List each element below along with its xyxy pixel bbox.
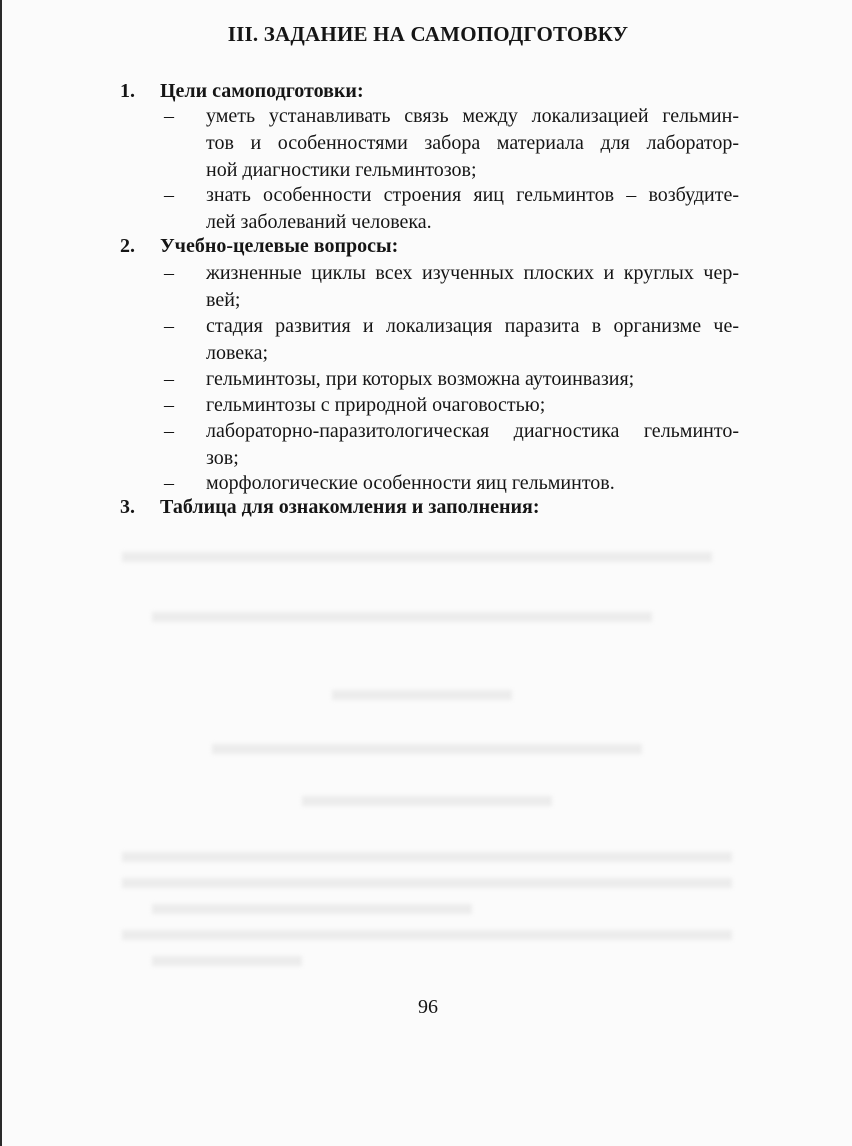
section-number: 1.	[120, 80, 135, 102]
list-item	[164, 470, 739, 497]
section-number: 3.	[120, 496, 135, 518]
list-dash: –	[164, 315, 174, 337]
list-item-text	[206, 313, 739, 367]
list-item-text	[206, 392, 739, 419]
bleed-through-mark	[152, 956, 302, 966]
list-item	[164, 103, 739, 184]
page-number: 96	[418, 996, 438, 1018]
section-number: 2.	[120, 235, 135, 257]
list-item	[164, 313, 739, 367]
text-line: жизненные циклы всех изученных плоских и круглых чер-	[206, 262, 739, 284]
list-item	[164, 260, 739, 314]
text-line: ной диагностики гельминтозов;	[206, 159, 477, 181]
bleed-through-mark	[122, 930, 732, 940]
bleed-through-mark	[332, 690, 512, 700]
list-item	[164, 366, 739, 393]
text-line: лей заболеваний человека.	[206, 211, 432, 233]
text-line: стадия развития и локализация паразита в организме че-	[206, 315, 739, 337]
list-item-text	[206, 470, 739, 497]
text-line: ловека;	[206, 342, 269, 364]
list-item-text	[206, 418, 739, 472]
bleed-through-mark	[302, 796, 552, 806]
bleed-through-mark	[122, 878, 732, 888]
list-item-text	[206, 103, 739, 184]
text-line: вей;	[206, 289, 241, 311]
list-dash: –	[164, 262, 174, 284]
bleed-through-mark	[122, 852, 732, 862]
list-item	[164, 392, 739, 419]
list-dash: –	[164, 368, 174, 390]
list-dash: –	[164, 394, 174, 416]
section-heading-table	[120, 496, 540, 519]
list-item	[164, 182, 739, 236]
list-dash: –	[164, 472, 174, 494]
bleed-through-mark	[122, 552, 712, 562]
list-item-text	[206, 182, 739, 236]
text-line: тов и особенностями забора материала для лаборатор-	[206, 132, 739, 154]
section-title: Таблица для ознакомления и заполнения:	[160, 496, 540, 518]
list-item-text	[206, 260, 739, 314]
list-dash: –	[164, 420, 174, 442]
list-dash: –	[164, 184, 174, 206]
text-line: знать особенности строения яиц гельминтов – возбудите-	[206, 184, 739, 206]
bleed-through-mark	[212, 744, 642, 754]
bleed-through-mark	[152, 612, 652, 622]
text-line: морфологические особенности яиц гельминтов.	[206, 472, 615, 494]
page-title: III. ЗАДАНИЕ НА САМОПОДГОТОВКУ	[227, 22, 629, 46]
list-item-text	[206, 366, 739, 393]
section-title: Цели самоподготовки:	[160, 80, 364, 102]
section-title: Учебно-целевые вопросы:	[160, 235, 399, 257]
text-line: лабораторно-паразитологическая диагностика гельминто-	[206, 420, 739, 442]
text-line: гельминтозы, при которых возможна аутоинвазия;	[206, 368, 635, 390]
text-line: уметь устанавливать связь между локализацией гельмин-	[206, 105, 739, 127]
list-item	[164, 418, 739, 472]
text-line: гельминтозы с природной очаговостью;	[206, 394, 546, 416]
section-heading-goals	[120, 80, 364, 103]
text-line: зов;	[206, 447, 239, 469]
bleed-through-mark	[152, 904, 472, 914]
list-dash: –	[164, 105, 174, 127]
section-heading-questions	[120, 235, 398, 258]
